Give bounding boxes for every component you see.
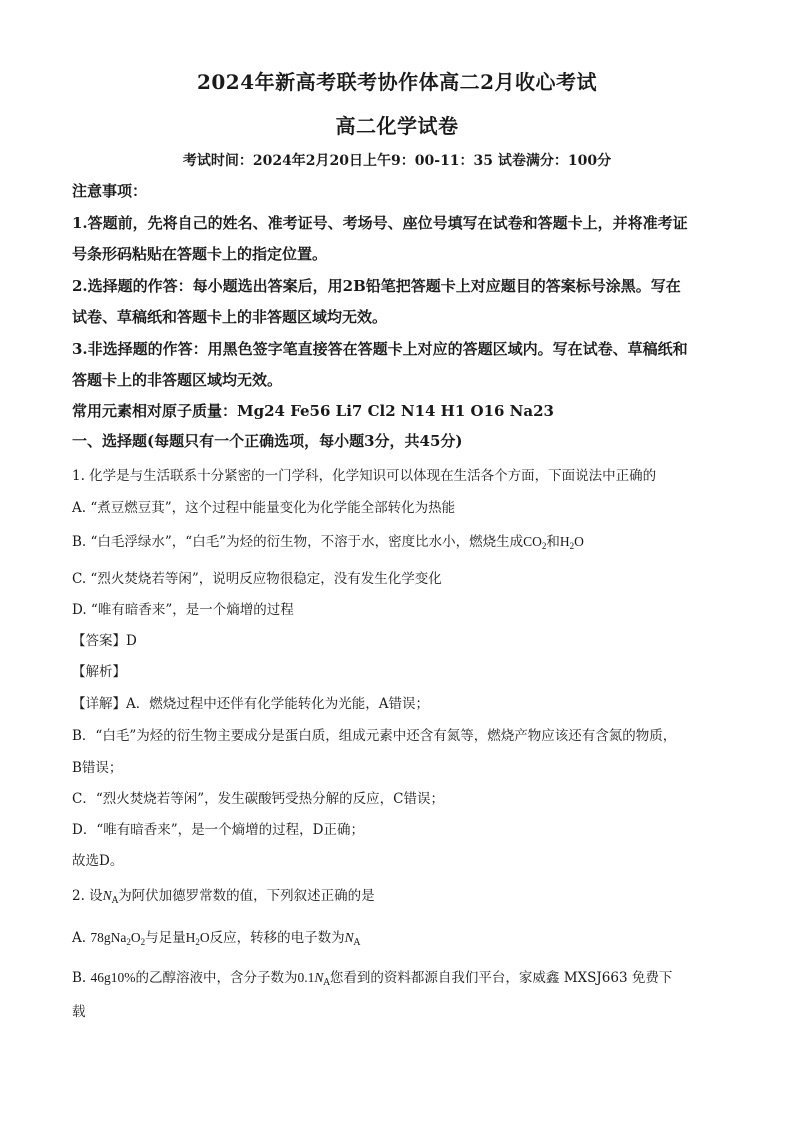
notes-heading: 注意事项： [72, 182, 148, 200]
question-1-option-d: D. “唯有暗香来”，是一个熵增的过程 [72, 602, 294, 618]
option-b-text: B. “白毛浮绿水”，“白毛”为烃的衍生物，不溶于水，密度比水小，燃烧生成 [72, 534, 524, 550]
formula-na2o2: $78gNa_2O_2$ [90, 930, 146, 947]
paper-subtitle: 高二化学试卷 [335, 114, 459, 138]
avogadro-symbol: N [314, 970, 324, 985]
question-2-option-a: A. $78gNa_2O_2$与足量$H_2O$反应，转移的电子数为$N_A$ [72, 930, 361, 948]
question-2-stem: 2. 设$N_A$为阿伏加德罗常数的值，下列叙述正确的是 [72, 888, 375, 906]
detail-a: 【详解】A．燃烧过程中还伴有化学能转化为光能，A错误； [72, 696, 429, 712]
note-2-line2: 试卷、草稿纸和答题卡上的非答题区域均无效。 [72, 308, 388, 326]
note-1-line2: 号条形码粘贴在答题卡上的指定位置。 [72, 245, 328, 263]
formula-h2o: $H_2O$ [559, 534, 584, 551]
watermark-text: 您看到的资料都源自我们平台，家威鑫 MXSJ663 免费下 [329, 970, 673, 986]
detail-d: D．“唯有暗香来”，是一个熵增的过程，D正确； [72, 822, 364, 838]
detail-b-line1: B．“白毛”为烃的衍生物主要成分是蛋白质，组成元素中还含有氮等，燃烧产物应该还有含氮的物质， [72, 728, 677, 744]
formula-co2: $CO_2$ [523, 534, 547, 551]
exam-time-info: 考试时间：2024年2月20日上午9：00-11：35 试卷满分：100分 [182, 153, 612, 169]
analysis-label: 【解析】 [72, 664, 126, 680]
question-1-option-b: B. “白毛浮绿水”，“白毛”为烃的衍生物，不溶于水，密度比水小，燃烧生成$CO_2$和$H_2O$ [72, 534, 584, 551]
note-3-line1: 3.非选择题的作答：用黑色签字笔直接答在答题卡上对应的答题区域内。写在试卷、草稿纸和 [72, 340, 688, 358]
section-heading: 一、选择题(每题只有一个正确选项，每小题3分，共45分) [72, 432, 463, 450]
exam-title: 2024年新高考联考协作体高二2月收心考试 [196, 70, 598, 94]
detail-b-line2: B错误； [72, 760, 123, 776]
question-1-option-a: A. “煮豆燃豆萁”，这个过程中能量变化为化学能全部转化为热能 [72, 500, 456, 516]
avogadro-symbol: N [102, 888, 112, 903]
answer-label: 【答案】D [72, 633, 137, 649]
question-1-option-c: C. “烈火焚烧若等闲”，说明反应物很稳定，没有发生化学变化 [72, 571, 442, 587]
note-1-line1: 1.答题前，先将自己的姓名、准考证号、考场号、座位号填写在试卷和答题卡上，并将准考证 [72, 214, 688, 232]
note-2-line1: 2.选择题的作答：每小题选出答案后，用2B铅笔把答题卡上对应题目的答案标号涂黑。写在 [72, 277, 681, 295]
question-1-stem: 1. 化学是与生活联系十分紧密的一门学科，化学知识可以体现在生活各个方面，下面说法中正确的 [72, 468, 657, 484]
avogadro-symbol: N [344, 930, 354, 945]
mass-value: 46g10% [90, 970, 136, 985]
conclusion: 故选D。 [72, 853, 124, 869]
watermark-text-cont: 载 [72, 1004, 86, 1020]
detail-c: C．“烈火焚烧若等闲”，发生碳酸钙受热分解的反应，C错误； [72, 791, 444, 807]
formula-h2o: $H_2O$ [185, 930, 210, 947]
atomic-masses: 常用元素相对原子质量：Mg24 Fe56 Li7 Cl2 N14 H1 O16 Na23 [72, 402, 554, 420]
question-2-option-b: B. 46g10%的乙醇溶液中，含分子数为$0.1N_A$您看到的资料都源自我们平台，家威鑫 MXSJ663 免费下 [72, 970, 673, 988]
note-3-line2: 答题卡上的非答题区域均无效。 [72, 371, 283, 389]
